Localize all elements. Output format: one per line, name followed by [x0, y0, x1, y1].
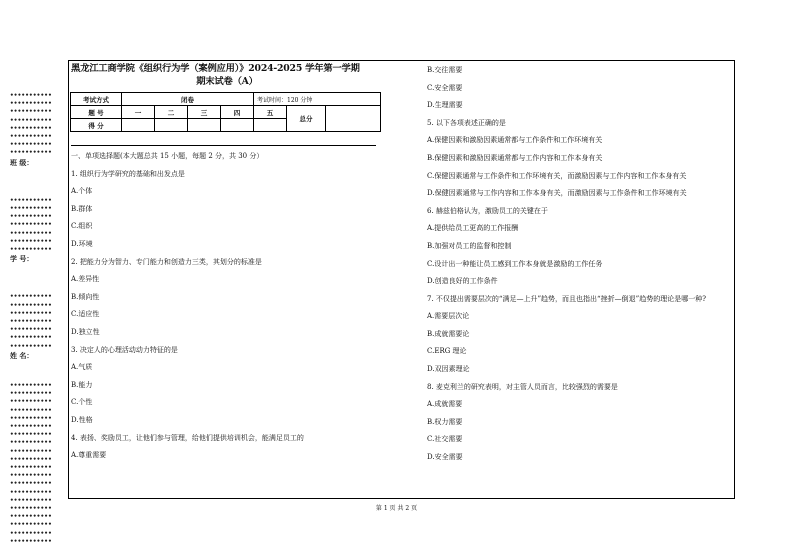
- question-stem: 3. 决定人的心理活动动力特征的是: [71, 345, 178, 354]
- divider: [71, 145, 376, 146]
- answer-option: D.性格: [71, 415, 93, 424]
- dots-block-2: ••••••••••• ••••••••••• ••••••••••• ••••••••••• ••••••••••• ••••••••••• •••••••••••: [10, 196, 52, 254]
- answer-option: A.气质: [71, 363, 93, 372]
- answer-option: C.设计出一种能让员工感到工作本身就是激励的工作任务: [427, 259, 603, 268]
- score-cell-5[interactable]: [254, 119, 287, 132]
- answer-option: A.个体: [71, 187, 93, 196]
- answer-option: C.ERG 理论: [427, 347, 467, 356]
- answer-option: D.安全需要: [427, 452, 463, 461]
- exam-time: 考试时间：120 分钟: [254, 93, 381, 106]
- answer-option: B.交往需要: [427, 66, 463, 74]
- exam-method-value: 闭卷: [122, 93, 254, 106]
- total-label: 总分: [287, 106, 326, 132]
- score-cell-2[interactable]: [155, 119, 188, 132]
- dots-block-3: ••••••••••• ••••••••••• ••••••••••• ••••••••••• ••••••••••• ••••••••••• •••••••••••: [10, 293, 52, 350]
- answer-option: C.社交需要: [427, 435, 463, 444]
- student-id-label: 学 号：: [10, 254, 34, 264]
- answer-option: A.保健因素和激励因素通常都与工作条件和工作环境有关: [427, 136, 603, 145]
- question-stem: 7. 不仅提出需要层次的“满足—上升”趋势，而且也指出“挫折—倒退”趋势的理论是哪一种?: [427, 294, 706, 303]
- answer-option: C.安全需要: [427, 83, 463, 92]
- answer-option: B.群体: [71, 204, 93, 213]
- answer-option: B.加强对员工的监督和控制: [427, 241, 512, 250]
- exam-sheet: [68, 60, 735, 499]
- question-stem: 2. 把能力分为智力、专门能力和创造力三类，其划分的标准是: [71, 257, 262, 266]
- answer-option: D.双因素理论: [427, 365, 470, 373]
- answer-option: B.能力: [71, 380, 93, 389]
- right-column: [427, 62, 732, 467]
- answer-option: B.保健因素和激励因素通常都与工作内容和工作本身有关: [427, 153, 603, 162]
- answer-option: D.保健因素通常与工作内容和工作本身有关，而激励因素与工作条件和工作环境有关: [427, 189, 687, 198]
- question-stem: 4. 表扬、奖励员工，让他们参与管理，给他们提供培训机会，能满足员工的: [71, 433, 304, 442]
- binding-margin: [10, 92, 60, 546]
- answer-option: D.创造良好的工作条件: [427, 277, 498, 286]
- answer-option: B.权力需要: [427, 417, 463, 426]
- question-stem: 5. 以下各项表述正确的是: [427, 118, 506, 127]
- answer-option: B.成就需要论: [427, 329, 470, 338]
- answer-option: C.保健因素通常与工作条件和工作环境有关，而激励因素与工作内容和工作本身有关: [427, 171, 687, 180]
- class-label: 班 级：: [10, 157, 34, 167]
- left-question-list: [71, 166, 383, 465]
- question-stem: 8. 麦克利兰的研究表明，对主管人员而言，比较强烈的需要是: [427, 382, 618, 391]
- score-cell-1[interactable]: [122, 119, 155, 132]
- right-question-list: [427, 62, 732, 467]
- exam-title: 黑龙江工商学院《组织行为学（案例应用）》2024-2025 学年第一学期 期末试卷（A）: [71, 63, 360, 87]
- answer-option: A.需要层次论: [427, 312, 470, 321]
- answer-option: D.环境: [71, 239, 93, 248]
- dots-block-4: ••••••••••• ••••••••••• ••••••••••• ••••••••••• ••••••••••• ••••••••••• ••••••••••• ••••••••••• ••••••••••• ••••••••••• ••••••••••• ••••••••••• ••••••••••• ••••••••••• ••••••••••• ••••••••••• ••••••••••• ••••••••••• ••••••••••• •••••••••••: [10, 382, 52, 545]
- answer-option: C.适应性: [71, 310, 100, 319]
- name-label: 姓 名：: [10, 350, 34, 360]
- answer-option: D.生理需要: [427, 101, 463, 110]
- answer-option: A.差异性: [71, 275, 100, 284]
- answer-option: A.尊重需要: [71, 451, 107, 460]
- score-table: 考试方式 闭卷 考试时间：120 分钟 题 号 一 二 三 四 五 总分 得 分: [70, 92, 381, 132]
- answer-option: A.提供给员工更高的工作报酬: [427, 224, 519, 233]
- page-footer: 第 1 页 共 2 页: [375, 505, 418, 512]
- answer-option: A.成就需要: [427, 400, 463, 409]
- score-cell-4[interactable]: [221, 119, 254, 132]
- dots-block-1: ••••••••••• ••••••••••• ••••••••••• ••••••••••• ••••••••••• ••••••••••• ••••••••••• •••••••••••: [10, 92, 52, 157]
- section-heading: 一、单项选择题(本大题总共 15 小题，每题 2 分，共 30 分）: [71, 152, 264, 160]
- answer-option: D.独立性: [71, 327, 100, 336]
- question-stem: 1. 组织行为学研究的基础和出发点是: [71, 169, 185, 178]
- question-stem: 6. 赫兹伯格认为，激励员工的关键在于: [427, 206, 548, 215]
- answer-option: C.组织: [71, 222, 93, 231]
- total-score-cell[interactable]: [326, 106, 381, 132]
- answer-option: C.个性: [71, 398, 93, 407]
- left-column: [71, 62, 383, 465]
- answer-option: B.倾向性: [71, 292, 100, 301]
- score-cell-3[interactable]: [188, 119, 221, 132]
